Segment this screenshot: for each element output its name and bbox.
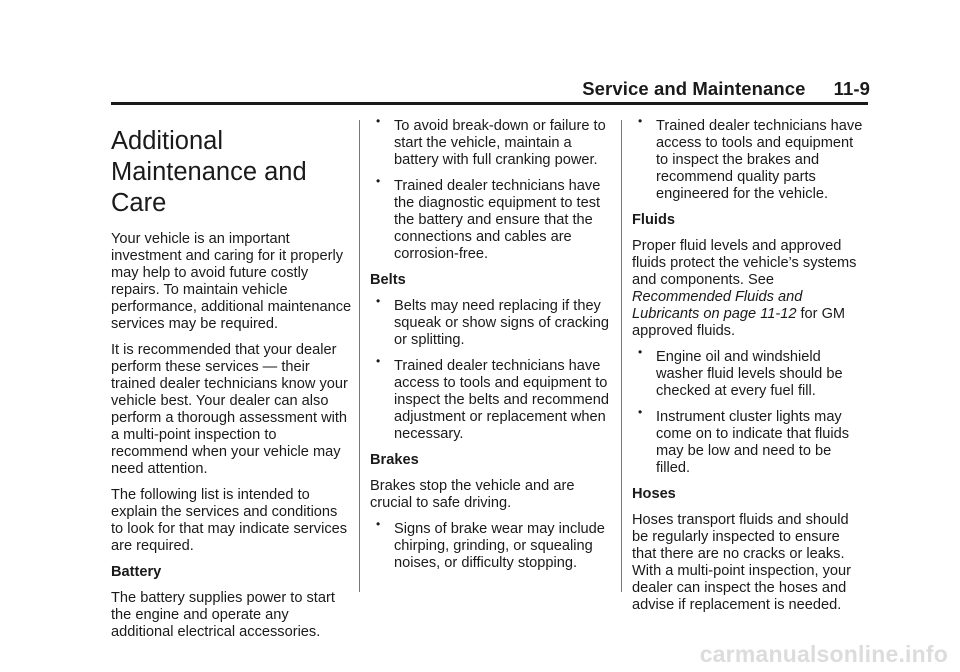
column-3 bbox=[632, 114, 868, 623]
battery-bullets bbox=[370, 114, 610, 263]
belts-bullets bbox=[370, 294, 610, 443]
cross-reference-link[interactable]: Recommended Fluids and Lubricants on page 11-12 bbox=[632, 289, 803, 322]
bullet-icon: • bbox=[376, 517, 381, 531]
column-2 bbox=[370, 114, 610, 581]
belts-heading: Belts bbox=[370, 272, 406, 288]
list-item: • Trained dealer technicians have the diagnostic equipment to test the battery and ensure that the connections and cables are corrosion-free. bbox=[376, 174, 601, 262]
header-rule bbox=[111, 102, 868, 105]
page-number: 11-9 bbox=[833, 78, 870, 99]
bullet-icon: • bbox=[638, 345, 643, 359]
page-header bbox=[582, 78, 870, 100]
brakes-bullets bbox=[370, 517, 610, 572]
fluids-text: Proper fluid levels and approved fluids protect the vehicle’s systems and components. See Recommended Fluids and Lubricants on page 11-12 for GM approved fluids. bbox=[632, 238, 857, 339]
bullet-icon: • bbox=[376, 354, 381, 368]
battery-heading: Battery bbox=[111, 564, 162, 580]
list-item: • Engine oil and windshield washer fluid levels should be checked at every fuel fill. bbox=[638, 345, 843, 399]
bullet-icon: • bbox=[376, 294, 381, 308]
list-item: • Trained dealer technicians have access to tools and equipment to inspect the brakes and recommend quality parts engineered for the vehicle. bbox=[638, 114, 863, 202]
column-divider bbox=[359, 120, 360, 592]
page-title bbox=[111, 126, 353, 219]
hoses-text: Hoses transport fluids and should be regularly inspected to ensure that there are no cracks or leaks. With a multi-point inspection, your dealer can inspect the hoses and advise if replacement is needed. bbox=[632, 512, 851, 613]
list-item: • Trained dealer technicians have access to tools and equipment to inspect the belts and recommend adjustment or replacement when necessary. bbox=[376, 354, 609, 442]
bullet-icon: • bbox=[638, 405, 643, 419]
battery-text: The battery supplies power to start the engine and operate any additional electrical accessories. bbox=[111, 590, 335, 640]
brakes-heading: Brakes bbox=[370, 452, 419, 468]
column-divider bbox=[621, 120, 622, 592]
watermark: carmanualsonline.info bbox=[699, 641, 948, 667]
brakes-text: Brakes stop the vehicle and are crucial to safe driving. bbox=[370, 478, 575, 511]
bullet-icon: • bbox=[638, 114, 643, 128]
page-title-line1: Additional bbox=[111, 127, 223, 155]
bullet-icon: • bbox=[376, 174, 381, 188]
intro-paragraph: The following list is intended to explain the services and conditions to look for that may indicate services are required. bbox=[111, 487, 348, 554]
brakes-bullets-continued bbox=[632, 114, 868, 203]
list-item: • Belts may need replacing if they squeak or show signs of cracking or splitting. bbox=[376, 294, 609, 348]
fluids-bullets bbox=[632, 345, 868, 477]
section-title: Service and Maintenance bbox=[582, 78, 806, 99]
fluids-heading: Fluids bbox=[632, 212, 675, 228]
intro-paragraph: It is recommended that your dealer perform these services — their trained dealer technicians know your vehicle best. Your dealer can also perform a thorough assessment with a multi-point inspection to recommend when your vehicle may need attention. bbox=[111, 342, 348, 477]
page-title-line2: Maintenance and Care bbox=[111, 158, 307, 217]
intro-paragraph: Your vehicle is an important investment and caring for it properly may help to avoid future costly repairs. To maintain vehicle performance, additional maintenance services may be required. bbox=[111, 231, 352, 332]
column-1 bbox=[111, 118, 353, 650]
list-item: • Instrument cluster lights may come on to indicate that fluids may be low and need to be filled. bbox=[638, 405, 850, 476]
list-item: • To avoid break-down or failure to start the vehicle, maintain a battery with full cranking power. bbox=[376, 114, 606, 168]
bullet-icon: • bbox=[376, 114, 381, 128]
hoses-heading: Hoses bbox=[632, 486, 676, 502]
list-item: • Signs of brake wear may include chirping, grinding, or squealing noises, or difficulty stopping. bbox=[376, 517, 605, 571]
